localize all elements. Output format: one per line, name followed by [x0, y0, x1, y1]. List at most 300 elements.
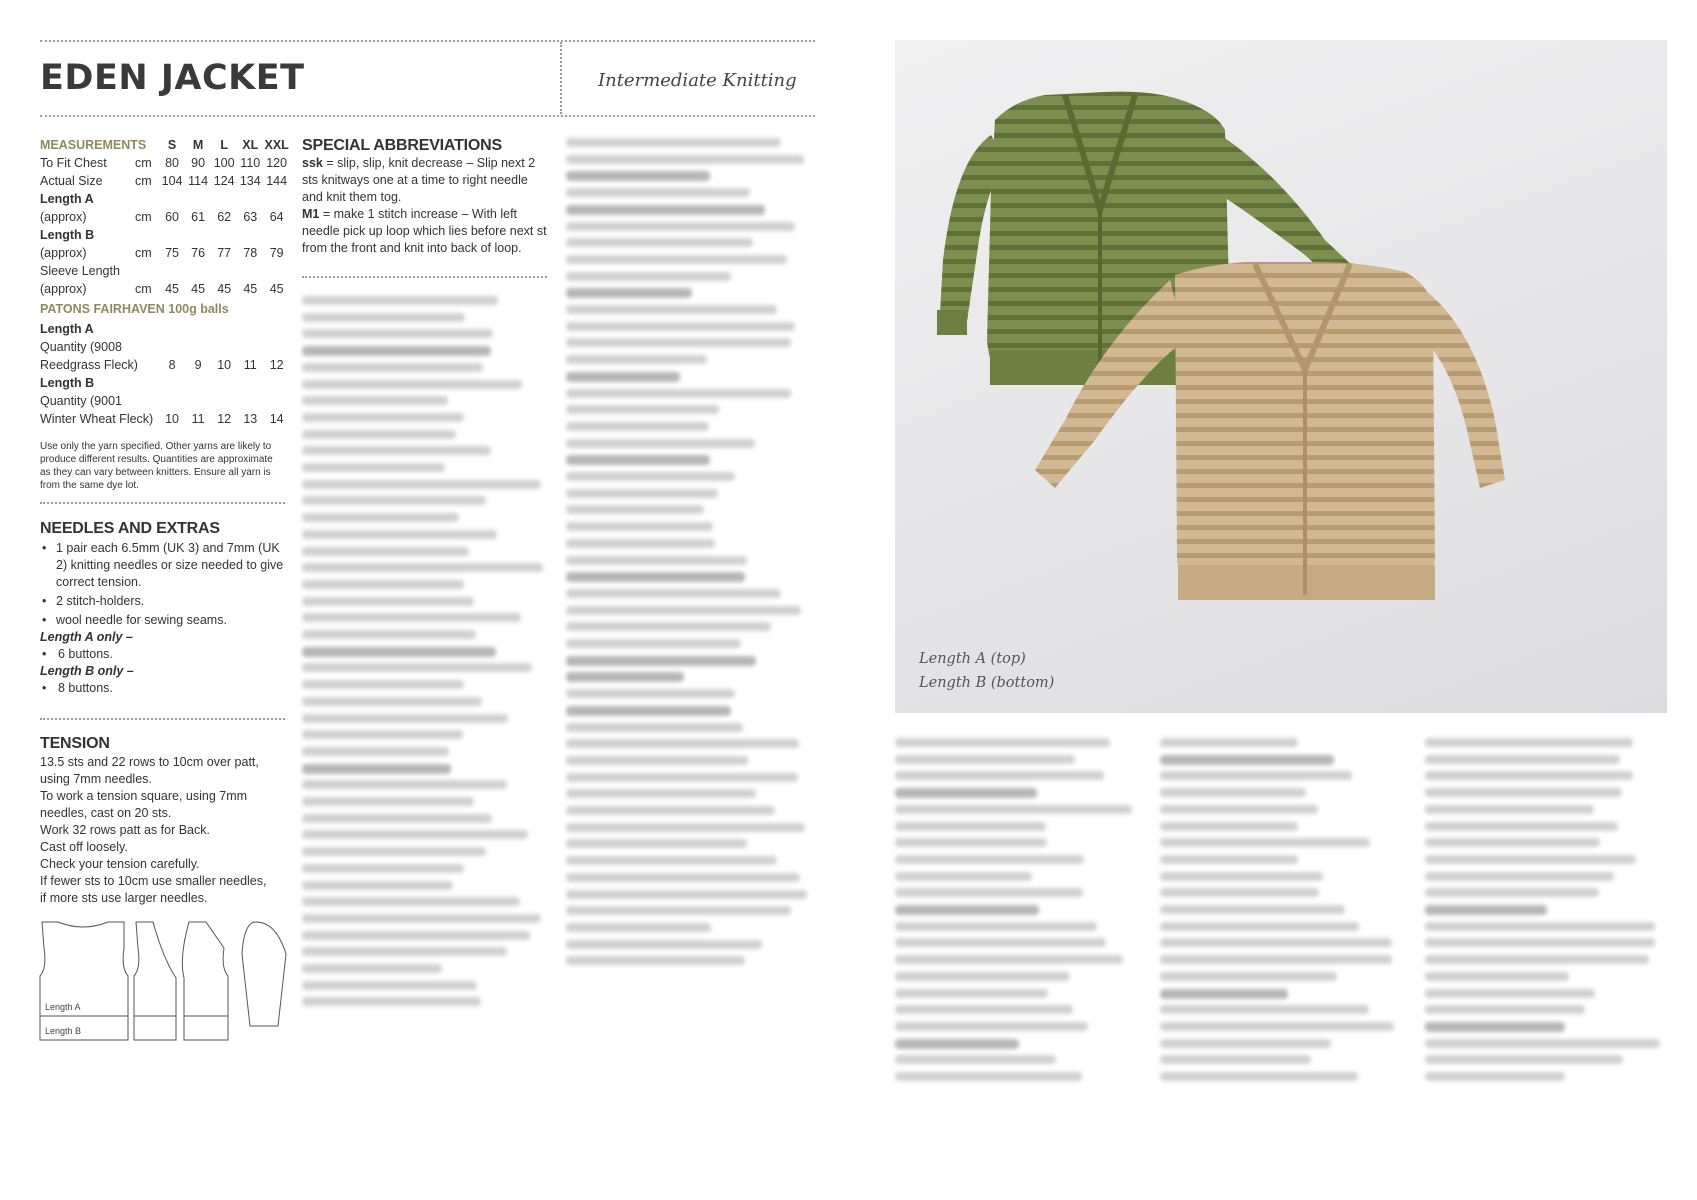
blurred-text-line — [302, 797, 474, 806]
row-value: 104 — [161, 174, 183, 188]
blurred-text-line — [302, 647, 496, 657]
blurred-text-line — [1425, 905, 1547, 915]
blurred-text-line — [302, 997, 481, 1006]
header-bottom-rule — [40, 115, 815, 117]
blurred-text-line — [566, 372, 680, 382]
row-label: Sleeve Length — [40, 264, 120, 278]
measurement-row — [40, 154, 290, 172]
yarn-row — [40, 338, 290, 356]
blurred-text-line — [1425, 838, 1600, 847]
row-unit: cm — [135, 156, 152, 170]
blurred-text-line — [302, 881, 453, 890]
blurred-text-line — [895, 738, 1110, 747]
row-value: 10 — [165, 412, 180, 426]
row-value — [237, 190, 263, 208]
measurement-row — [40, 208, 290, 226]
blurred-text-line — [1425, 1022, 1565, 1032]
header-top-rule — [40, 40, 815, 42]
row-value — [159, 320, 185, 338]
pattern-text-blurred-col5 — [1160, 738, 1405, 1118]
blurred-text-line — [1425, 938, 1655, 947]
diagram-label-length-b: Length B — [45, 1026, 82, 1036]
header-divider — [560, 42, 562, 114]
row-label: Quantity (9008 — [40, 340, 122, 354]
size-xl: XL — [242, 138, 259, 152]
row-value: 90 — [191, 156, 206, 170]
ssk-term: ssk — [302, 156, 323, 170]
row-label: Length A — [40, 192, 94, 206]
ssk-def: = slip, slip, knit decrease – Slip next 2 sts knitways one at a time to right needle and knit them tog. — [302, 156, 536, 204]
blurred-text-line — [1160, 1055, 1311, 1064]
size-s: S — [167, 138, 177, 152]
caption-length-b: Length B (bottom) — [919, 675, 1055, 691]
blurred-text-line — [1160, 972, 1337, 981]
yarn-row — [40, 356, 290, 374]
blurred-text-line — [1160, 855, 1298, 864]
blurred-text-line — [566, 890, 807, 899]
yarn-note: Use only the yarn specified. Other yarns are likely to produce different results. Quantities are approximate as they can vary between knitters. Ensure all yarn is from the same dye lot. — [40, 441, 273, 491]
blurred-text-line — [1160, 938, 1392, 947]
blurred-text-line — [566, 389, 791, 398]
blurred-text-line — [566, 706, 731, 716]
row-label: (approx) — [40, 282, 87, 296]
blurred-text-line — [1425, 771, 1633, 780]
blurred-text-line — [302, 747, 449, 756]
length-b-only-label: Length B only – — [40, 664, 134, 678]
blurred-text-line — [302, 864, 464, 873]
row-value — [159, 226, 185, 244]
blurred-text-line — [1425, 805, 1594, 814]
blurred-text-line — [566, 723, 743, 732]
row-value: 120 — [266, 156, 288, 170]
blurred-text-line — [1160, 1039, 1331, 1048]
blurred-text-line — [302, 914, 541, 923]
product-photo — [895, 40, 1667, 713]
row-value — [237, 374, 263, 392]
blurred-text-line — [566, 539, 715, 548]
measurements-header-row — [40, 136, 290, 154]
blurred-text-line — [1425, 955, 1649, 964]
row-value: 11 — [243, 358, 257, 372]
blurred-text-line — [895, 938, 1106, 947]
measurement-row — [40, 280, 290, 298]
blurred-text-line — [1160, 1005, 1369, 1014]
sleeve-piece — [242, 922, 286, 1026]
blurred-text-line — [1160, 905, 1345, 914]
tension-line: Check your tension carefully. — [40, 857, 200, 871]
blurred-text-line — [566, 288, 692, 298]
row-value — [185, 190, 211, 208]
row-value: 8 — [168, 358, 176, 372]
blurred-text-line — [895, 1022, 1088, 1031]
blurred-text-line — [302, 663, 532, 672]
blurred-text-line — [302, 630, 476, 639]
blurred-text-line — [302, 413, 464, 422]
yarn-row — [40, 320, 290, 338]
row-value — [263, 392, 290, 410]
row-label: Winter Wheat Fleck) — [40, 412, 154, 426]
row-value — [159, 262, 185, 280]
row-label: Reedgrass Fleck) — [40, 358, 138, 372]
row-value: 80 — [165, 156, 180, 170]
tension-line: If fewer sts to 10cm use smaller needles, — [40, 874, 267, 888]
row-label: Length B — [40, 376, 95, 390]
row-value: 134 — [239, 174, 261, 188]
blurred-text-line — [1425, 872, 1614, 881]
blurred-text-line — [302, 496, 486, 505]
row-value: 110 — [240, 156, 261, 170]
row-value: 45 — [165, 282, 180, 296]
size-xxl: XXL — [264, 138, 289, 152]
blurred-text-line — [1160, 838, 1370, 847]
row-value — [263, 320, 290, 338]
row-value: 100 — [213, 156, 235, 170]
row-value — [263, 262, 290, 280]
blurred-text-line — [566, 272, 731, 281]
blurred-text-line — [566, 906, 791, 915]
row-label: Length B — [40, 228, 95, 242]
row-value: 12 — [217, 412, 232, 426]
row-unit — [128, 262, 159, 280]
row-label: (approx) — [40, 246, 87, 260]
blurred-text-line — [302, 597, 474, 606]
blurred-text-line — [566, 405, 719, 414]
blurred-text-line — [566, 155, 804, 164]
blurred-text-line — [566, 255, 787, 264]
m1-term: M1 — [302, 207, 320, 221]
row-unit — [128, 190, 159, 208]
needles-item: • wool needle for sewing seams. — [40, 612, 285, 629]
blurred-text-line — [1160, 755, 1334, 765]
tension-text — [40, 754, 290, 907]
tension-line: if more sts use larger needles. — [40, 891, 208, 905]
blurred-text-line — [302, 931, 530, 940]
blurred-text-line — [566, 773, 798, 782]
blurred-text-line — [895, 905, 1039, 915]
blurred-text-line — [895, 955, 1123, 964]
blurred-text-line — [566, 739, 799, 748]
blurred-text-line — [302, 396, 448, 405]
blurred-text-line — [895, 972, 1070, 981]
row-value — [237, 226, 263, 244]
left-front-piece — [134, 922, 176, 1040]
row-value: 10 — [217, 358, 232, 372]
blurred-text-line — [895, 989, 1048, 998]
blurred-text-line — [1425, 1039, 1660, 1048]
measurement-row — [40, 226, 290, 244]
row-value — [237, 392, 263, 410]
length-b-buttons: • 8 buttons. — [40, 680, 285, 697]
blurred-text-line — [302, 547, 469, 556]
row-value — [185, 320, 211, 338]
row-value: 60 — [165, 210, 180, 224]
row-value: 13 — [243, 412, 258, 426]
tension-line: To work a tension square, using 7mm needles, cast on 20 sts. — [40, 789, 248, 820]
page-title: EDEN JACKET — [40, 58, 305, 98]
needles-item: • 2 stitch-holders. — [40, 593, 285, 610]
blurred-text-line — [302, 380, 522, 389]
measurement-row — [40, 244, 290, 262]
green-left-cuff — [937, 310, 967, 335]
blurred-text-line — [895, 805, 1132, 814]
blurred-text-line — [566, 556, 747, 565]
blurred-text-line — [302, 714, 508, 723]
tension-rule — [40, 718, 285, 720]
blurred-text-line — [1425, 822, 1618, 831]
tension-line: Work 32 rows patt as for Back. — [40, 823, 210, 837]
length-a-only-label: Length A only – — [40, 630, 133, 644]
pattern-text-blurred-col4 — [895, 738, 1140, 1098]
blurred-text-line — [302, 613, 521, 622]
row-value — [263, 226, 290, 244]
blurred-text-line — [566, 789, 756, 798]
row-value — [211, 392, 237, 410]
blurred-text-line — [566, 873, 800, 882]
row-value — [159, 190, 185, 208]
row-value — [211, 320, 237, 338]
blurred-text-line — [566, 622, 771, 631]
blurred-text-line — [566, 940, 762, 949]
blurred-text-line — [566, 606, 801, 615]
blurred-text-line — [566, 689, 735, 698]
photo-caption — [919, 647, 1054, 695]
row-value — [211, 262, 237, 280]
blurred-text-line — [566, 956, 745, 965]
back-piece — [40, 922, 128, 1040]
row-value: 75 — [165, 246, 180, 260]
blurred-text-line — [1425, 888, 1599, 897]
blurred-text-line — [566, 522, 713, 531]
blurred-text-line — [895, 872, 1032, 881]
blurred-text-line — [1160, 1072, 1358, 1081]
row-value: 76 — [191, 246, 206, 260]
row-unit: cm — [135, 282, 152, 296]
row-value — [263, 338, 290, 356]
row-value — [185, 374, 211, 392]
row-value: 124 — [213, 174, 235, 188]
needles-heading: NEEDLES AND EXTRAS — [40, 520, 220, 537]
diagram-label-length-a: Length A — [45, 1002, 81, 1012]
yarn-row — [40, 374, 290, 392]
row-label: Actual Size — [40, 174, 103, 188]
row-value: 45 — [217, 282, 232, 296]
measurement-row — [40, 262, 290, 280]
row-value: 11 — [191, 412, 205, 426]
row-value: 14 — [269, 412, 284, 426]
abbreviations-rule — [302, 276, 547, 278]
ssk-definition — [302, 155, 552, 206]
pattern-text-blurred-col6 — [1425, 738, 1670, 1118]
blurred-text-line — [302, 563, 543, 572]
blurred-text-line — [1160, 872, 1323, 881]
blurred-text-line — [566, 222, 795, 231]
yarn-row — [40, 392, 290, 410]
blurred-text-line — [566, 205, 765, 215]
blurred-text-line — [895, 922, 1097, 931]
blurred-text-line — [302, 947, 507, 956]
blurred-text-line — [566, 238, 753, 247]
tension-line: 13.5 sts and 22 rows to 10cm over patt, using 7mm needles. — [40, 755, 259, 786]
blurred-text-line — [302, 964, 442, 973]
blurred-text-line — [302, 814, 492, 823]
abbreviations-text — [302, 155, 552, 257]
row-value — [237, 262, 263, 280]
row-value — [159, 374, 185, 392]
row-value — [211, 374, 237, 392]
row-value — [185, 338, 211, 356]
blurred-text-line — [302, 847, 486, 856]
blurred-text-line — [1425, 1055, 1623, 1064]
blurred-text-line — [302, 530, 497, 539]
row-label: Quantity (9001 — [40, 394, 122, 408]
blurred-text-line — [566, 138, 781, 147]
blurred-text-line — [302, 981, 477, 990]
blurred-text-line — [1425, 855, 1636, 864]
yarn-heading-row — [40, 298, 290, 320]
blurred-text-line — [302, 697, 482, 706]
blurred-text-line — [1160, 771, 1352, 780]
row-unit — [128, 226, 159, 244]
blurred-text-line — [566, 455, 710, 465]
measurements-heading: MEASUREMENTS — [40, 138, 147, 152]
needles-item: • 1 pair each 6.5mm (UK 3) and 7mm (UK 2) knitting needles or size needed to give correct tension. — [40, 540, 285, 591]
row-value: 78 — [243, 246, 258, 260]
blurred-text-line — [302, 830, 528, 839]
blurred-text-line — [895, 888, 1083, 897]
blurred-text-line — [1160, 989, 1288, 999]
row-value: 45 — [243, 282, 258, 296]
blurred-text-line — [566, 472, 735, 481]
blurred-text-line — [566, 806, 775, 815]
row-value: 9 — [194, 358, 202, 372]
blurred-text-line — [566, 856, 777, 865]
blurred-text-line — [1425, 1005, 1585, 1014]
row-value — [263, 190, 290, 208]
blurred-text-line — [302, 430, 456, 439]
yarn-row — [40, 410, 290, 428]
blurred-text-line — [1425, 1072, 1565, 1081]
blurred-text-line — [1425, 755, 1620, 764]
blurred-text-line — [1160, 738, 1298, 747]
skill-level: Intermediate Knitting — [598, 70, 797, 91]
blurred-text-line — [566, 355, 707, 364]
blurred-text-line — [566, 188, 750, 197]
blurred-text-line — [895, 771, 1104, 780]
blurred-text-line — [566, 305, 777, 314]
blurred-text-line — [1160, 888, 1319, 897]
row-value: 63 — [243, 210, 258, 224]
blurred-text-line — [1425, 788, 1622, 797]
m1-def: = make 1 stitch increase – With left needle pick up loop which lies before next st from the front and knit into back of loop. — [302, 207, 547, 255]
blurred-text-line — [1160, 788, 1306, 797]
blurred-text-line — [566, 422, 709, 431]
blurred-text-line — [302, 463, 445, 472]
row-value — [237, 338, 263, 356]
caption-length-a: Length A (top) — [919, 651, 1026, 667]
blurred-text-line — [1160, 922, 1359, 931]
blurred-text-line — [895, 755, 1075, 764]
blurred-text-line — [302, 513, 459, 522]
blurred-text-line — [895, 788, 1037, 798]
blurred-text-line — [566, 505, 704, 514]
length-a-buttons: • 6 buttons. — [40, 646, 285, 663]
blurred-text-line — [895, 855, 1084, 864]
measurement-row — [40, 190, 290, 208]
row-value: 79 — [269, 246, 284, 260]
blurred-text-line — [566, 839, 747, 848]
blurred-text-line — [566, 823, 805, 832]
row-value: 144 — [266, 174, 288, 188]
row-value — [211, 190, 237, 208]
blurred-text-line — [1425, 989, 1595, 998]
blurred-text-line — [566, 639, 741, 648]
blurred-text-line — [1160, 955, 1392, 964]
blurred-text-line — [566, 489, 718, 498]
blurred-text-line — [566, 672, 684, 682]
blurred-text-line — [566, 338, 791, 347]
blurred-text-line — [302, 346, 491, 356]
needles-rule — [40, 502, 285, 504]
row-value: 64 — [269, 210, 284, 224]
row-value — [159, 392, 185, 410]
blurred-text-line — [895, 1039, 1019, 1049]
m1-definition — [302, 206, 552, 257]
blurred-text-line — [302, 296, 498, 305]
blurred-text-line — [895, 1055, 1056, 1064]
row-label: (approx) — [40, 210, 87, 224]
blurred-text-line — [302, 680, 464, 689]
row-value: 114 — [188, 174, 209, 188]
row-value — [159, 338, 185, 356]
size-l: L — [220, 138, 228, 152]
blurred-text-line — [1425, 922, 1655, 931]
right-front-piece — [182, 922, 228, 1040]
blurred-text-line — [566, 589, 781, 598]
row-value: 61 — [191, 210, 206, 224]
blurred-text-line — [302, 730, 463, 739]
row-value: 45 — [191, 282, 206, 296]
blurred-text-line — [1160, 822, 1298, 831]
blurred-text-line — [895, 1072, 1082, 1081]
measurement-row — [40, 172, 290, 190]
blurred-text-line — [566, 171, 710, 181]
blurred-text-line — [302, 329, 493, 338]
blurred-text-line — [302, 897, 520, 906]
row-value — [185, 226, 211, 244]
blurred-text-line — [566, 439, 755, 448]
blurred-text-line — [302, 313, 465, 322]
blurred-text-line — [1425, 738, 1633, 747]
measurements-table — [40, 136, 290, 428]
pattern-text-blurred-col3 — [566, 138, 816, 1038]
blurred-text-line — [895, 838, 1047, 847]
blurred-text-line — [302, 580, 464, 589]
pattern-text-blurred-col2 — [302, 296, 552, 1086]
row-unit: cm — [135, 246, 152, 260]
blurred-text-line — [895, 1005, 1073, 1014]
blurred-text-line — [302, 764, 451, 774]
row-label: Length A — [40, 322, 94, 336]
blurred-text-line — [895, 822, 1046, 831]
blurred-text-line — [566, 756, 748, 765]
row-unit: cm — [135, 210, 152, 224]
row-value — [211, 226, 237, 244]
blurred-text-line — [1160, 1022, 1394, 1031]
row-value: 77 — [217, 246, 232, 260]
tension-line: Cast off loosely. — [40, 840, 128, 854]
row-value: 12 — [269, 358, 284, 372]
blurred-text-line — [566, 656, 756, 666]
